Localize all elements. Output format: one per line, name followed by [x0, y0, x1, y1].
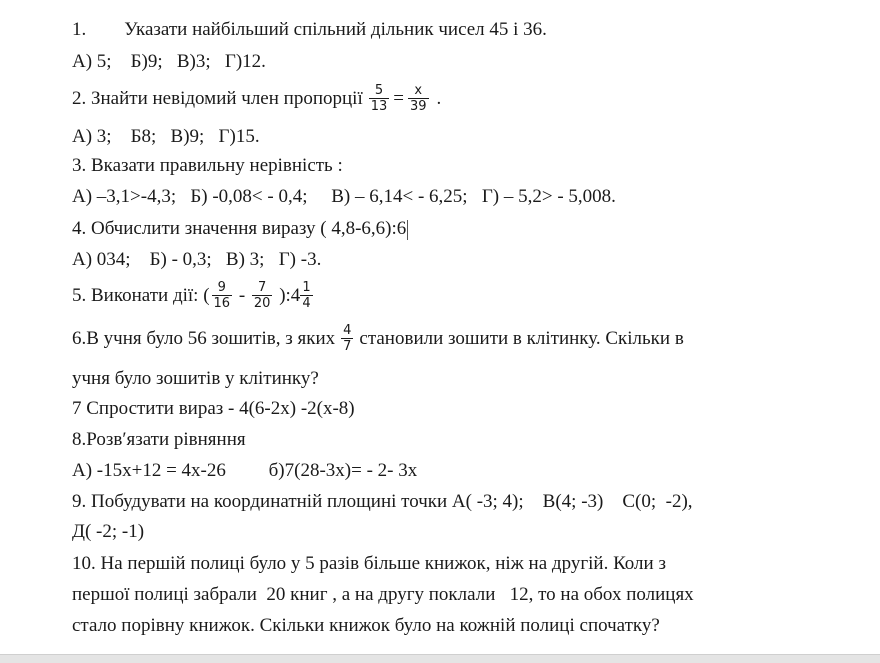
q1-number: 1.: [72, 19, 87, 40]
text-cursor: [407, 220, 408, 240]
q2-equals: =: [393, 88, 404, 109]
q4-line: [72, 218, 408, 240]
q7-text: 7 Спростити вираз - 4(6-2х) -2(х-8): [72, 398, 355, 419]
q1-options: А) 5; Б)9; В)3; Г)12.: [72, 51, 266, 72]
q5-minus: -: [234, 285, 250, 306]
q5-frac3-num: 1: [302, 280, 311, 295]
q5-frac1-num: 9: [217, 280, 226, 295]
q8-options: А) -15х+12 = 4х-26 б)7(28-3х)= - 2- 3х: [72, 460, 418, 481]
q2-fraction-2: [408, 84, 429, 114]
q6-text-b: становили зошити в клітинку. Скільки в: [359, 328, 684, 349]
q6-frac-den: 7: [343, 339, 352, 354]
q6-line-1: [72, 318, 684, 360]
q5-frac3-den: 4: [302, 296, 311, 311]
q5-fraction-2: [252, 281, 273, 311]
q5-frac1-den: 16: [213, 296, 231, 311]
q10-line-3: стало порівну книжок. Скільки книжок було на кожній полиці спочатку?: [72, 615, 660, 636]
q5-fraction-1: [212, 281, 233, 311]
q9-line-1: 9. Побудувати на координатній площині точки А( -3; 4); В(4; -3) С(0; -2),: [72, 491, 693, 512]
q10-line-1: 10. На першій полиці було у 5 разів більше книжок, ніж на другій. Коли з: [72, 553, 666, 574]
q1-line: [72, 19, 547, 41]
q2-frac1-den: 13: [370, 99, 388, 114]
q9-line-2: Д( -2; -1): [72, 521, 145, 542]
q5-frac2-den: 20: [253, 296, 271, 311]
q4-options: А) 034; Б) - 0,3; В) 3; Г) -3.: [72, 249, 322, 270]
q5-line: [72, 275, 315, 317]
q5-frac2-num: 7: [258, 280, 267, 295]
q2-fraction-1: [369, 84, 390, 114]
q2-frac2-num: x: [414, 83, 423, 98]
q5-fraction-3: [300, 281, 312, 311]
q5-mid: ):4: [274, 285, 301, 306]
q6-text-a: 6.В учня було 56 зошитів, з яких: [72, 328, 336, 349]
bottom-scrollbar[interactable]: [0, 654, 880, 663]
q5-text: 5. Виконати дії: (: [72, 285, 210, 306]
q10-line-2: першої полиці забрали 20 книг , а на другу поклали 12, то на обох полицях: [72, 584, 694, 605]
q6-frac-num: 4: [343, 323, 352, 338]
q2-options: А) 3; Б8; В)9; Г)15.: [72, 126, 260, 147]
q3-options: А) –3,1>-4,3; Б) -0,08< - 0,4; В) – 6,14< - 6,25; Г) – 5,2> - 5,008.: [72, 186, 616, 207]
q2-frac2-den: 39: [410, 99, 427, 114]
q4-text: 4. Обчислити значення виразу ( 4,8-6,6):6: [72, 218, 407, 239]
q2-text: 2. Знайти невідомий член пропорції: [72, 88, 363, 109]
q3-text: 3. Вказати правильну нерівність :: [72, 155, 343, 176]
q8-text: 8.Розв′язати рівняння: [72, 429, 246, 450]
q2-frac1-num: 5: [374, 83, 384, 98]
q1-text: Указати найбільший спільний дільник чисел 45 і 36.: [124, 19, 547, 40]
q2-line: [72, 78, 441, 120]
q2-end: .: [436, 88, 442, 109]
q6-line-2: учня було зошитів у клітинку?: [72, 368, 319, 389]
q6-fraction: [341, 324, 353, 354]
